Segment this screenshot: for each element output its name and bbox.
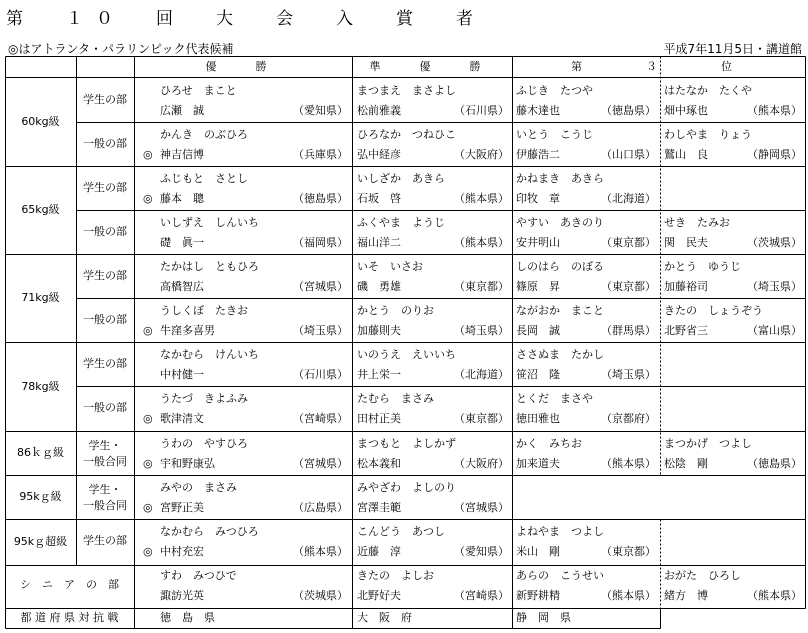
runnerup-name: 松本義和 — [357, 457, 401, 470]
senior-champion-name: 諏訪光英 — [160, 589, 204, 602]
champion-kana: かんき のぶひろ — [160, 128, 248, 141]
third-place-kana: ながおか まこと — [516, 304, 604, 317]
runnerup-name: 弘中経彦 — [357, 148, 401, 161]
division-label: 一般の部 — [83, 225, 127, 238]
third-place-prefecture: （埼玉県） — [747, 280, 802, 293]
runnerup-prefecture: （北海道） — [454, 368, 509, 381]
paralympic-candidate-mark: ◎ — [143, 412, 153, 425]
runnerup-name: 田村正美 — [357, 412, 401, 425]
champion-prefecture: （徳島県） — [293, 192, 348, 205]
runnerup-kana: ふくやま ようじ — [357, 216, 445, 229]
champion-name: 宮野正美 — [160, 501, 204, 514]
senior-division-label: シ ニ ア の 部 — [20, 578, 119, 591]
champion-kana: ふじもと さとし — [160, 172, 248, 185]
header-third: 第 ３ 位 — [571, 60, 746, 73]
prefecture-match-third: 静 岡 県 — [516, 611, 571, 624]
champion-kana: なかむら けんいち — [160, 348, 259, 361]
division-label: 学生の部 — [83, 534, 127, 547]
third-place-name: 笹沼 隆 — [516, 368, 560, 381]
third-place-prefecture: （茨城県） — [747, 236, 802, 249]
third-place-name: 畑中琢也 — [664, 104, 708, 117]
runnerup-prefecture: （熊本県） — [454, 192, 509, 205]
runnerup-kana: いしざか あきら — [357, 172, 445, 185]
third-place-kana: とくだ まさや — [516, 392, 593, 405]
runnerup-name: 石坂 啓 — [357, 192, 401, 205]
runnerup-kana: たむら まさみ — [357, 392, 434, 405]
runnerup-prefecture: （宮城県） — [454, 501, 509, 514]
weight-class-label: 95kｇ超級 — [13, 535, 68, 548]
third-place-name: 篠原 昇 — [516, 280, 560, 293]
prefecture-match-runnerup: 大 阪 府 — [357, 611, 412, 624]
senior-champion-kana: すわ みつひで — [160, 569, 237, 582]
division-label: 一般の部 — [83, 401, 127, 414]
third-place-kana: よねやま つよし — [516, 525, 604, 538]
third-place-kana: しのはら のぼる — [516, 260, 604, 273]
champion-kana: たかはし ともひろ — [160, 260, 259, 273]
champion-prefecture: （熊本県） — [293, 545, 348, 558]
third-place-kana: はたなか たくや — [664, 84, 752, 97]
prefecture-match-champion: 徳 島 県 — [160, 611, 215, 624]
runnerup-name: 加藤則夫 — [357, 324, 401, 337]
third-place-prefecture: （埼玉県） — [601, 368, 656, 381]
third-place-prefecture: （東京都） — [601, 280, 656, 293]
senior-third-place-kana: あらの こうせい — [516, 569, 604, 582]
champion-kana: うたづ きよふみ — [160, 392, 248, 405]
third-place-prefecture: （徳島県） — [601, 104, 656, 117]
paralympic-candidate-mark: ◎ — [143, 148, 153, 161]
third-place-prefecture: （京都府） — [601, 412, 656, 425]
champion-name: 中村健一 — [160, 368, 204, 381]
third-place-kana: やすい あきのり — [516, 216, 604, 229]
champion-name: 歌津清文 — [160, 412, 204, 425]
champion-name: 中村充宏 — [160, 545, 204, 558]
weight-class-label: 65kg級 — [21, 203, 60, 216]
third-place-name: 加来道夫 — [516, 457, 560, 470]
third-place-name: 長岡 誠 — [516, 324, 560, 337]
third-place-kana: きたの しょうぞう — [664, 304, 763, 317]
paralympic-candidate-mark: ◎ — [143, 192, 153, 205]
runnerup-prefecture: （石川県） — [454, 104, 509, 117]
third-place-name: 徳田雅也 — [516, 412, 560, 425]
third-place-kana: わしやま りょう — [664, 128, 752, 141]
champion-kana: ひろせ まこと — [160, 84, 237, 97]
runnerup-name: 近藤 淳 — [357, 545, 401, 558]
prefecture-match-label: 都 道 府 県 対 抗 戦 — [20, 611, 119, 624]
third-place-name: 藤木達也 — [516, 104, 560, 117]
third-place-name: 関 民夫 — [664, 236, 708, 249]
third-place-kana: かく みちお — [516, 437, 582, 450]
runnerup-kana: まつまえ まさよし — [357, 84, 456, 97]
third-place-prefecture: （山口県） — [601, 148, 656, 161]
event-date-venue: 平成7年11月5日・講道館 — [663, 42, 802, 56]
third-place-prefecture: （富山県） — [747, 324, 802, 337]
paralympic-candidate-mark: ◎ — [143, 501, 153, 514]
champion-prefecture: （兵庫県） — [293, 148, 348, 161]
third-place-kana: かねまき あきら — [516, 172, 604, 185]
division-label: 学生の部 — [83, 357, 127, 370]
division-label: 学生・ — [88, 439, 122, 452]
third-place-kana: ふじき たつや — [516, 84, 593, 97]
senior-third-place-kana: おがた ひろし — [664, 569, 741, 582]
third-place-prefecture: （徳島県） — [747, 457, 802, 470]
division-label: 学生の部 — [83, 93, 127, 106]
champion-name: 宇和野康弘 — [160, 457, 215, 470]
senior-third-place-prefecture: （熊本県） — [747, 589, 802, 602]
division-label: 学生・ — [88, 483, 122, 496]
runnerup-prefecture: （東京都） — [454, 412, 509, 425]
paralympic-candidate-mark: ◎ — [143, 324, 153, 337]
champion-kana: うわの やすひろ — [160, 437, 248, 450]
senior-third-place-name: 新野耕精 — [516, 589, 560, 602]
third-place-prefecture: （熊本県） — [747, 104, 802, 117]
champion-prefecture: （石川県） — [293, 368, 348, 381]
champion-name: 牛窪多喜男 — [160, 324, 215, 337]
champion-kana: みやの まさみ — [160, 481, 237, 494]
runnerup-name: 松前雅義 — [357, 104, 401, 117]
third-place-kana: まつかげ つよし — [664, 437, 752, 450]
division-label: 一般合同 — [83, 499, 127, 512]
division-label: 一般合同 — [83, 455, 127, 468]
third-place-kana: ささぬま たかし — [516, 348, 604, 361]
senior-champion-prefecture: （茨城県） — [293, 589, 348, 602]
runnerup-prefecture: （東京都） — [454, 280, 509, 293]
runnerup-prefecture: （埼玉県） — [454, 324, 509, 337]
champion-prefecture: （広島県） — [293, 501, 348, 514]
third-place-name: 松陰 剛 — [664, 457, 708, 470]
runnerup-prefecture: （大阪府） — [454, 148, 509, 161]
paralympic-candidate-mark: ◎ — [143, 457, 153, 470]
runnerup-kana: まつもと よしかず — [357, 437, 456, 450]
third-place-prefecture: （静岡県） — [747, 148, 802, 161]
senior-runnerup-prefecture: （宮崎県） — [454, 589, 509, 602]
runnerup-kana: ひろなか つねひこ — [357, 128, 456, 141]
third-place-name: 安井明山 — [516, 236, 560, 249]
header-runnerup: 準 優 勝 — [369, 60, 495, 73]
third-place-name: 北野省三 — [664, 324, 708, 337]
division-label: 一般の部 — [83, 137, 127, 150]
champion-name: 広瀬 誠 — [160, 104, 204, 117]
third-place-prefecture: （群馬県） — [601, 324, 656, 337]
senior-runnerup-kana: きたの よしお — [357, 569, 434, 582]
third-place-name: 伊藤浩二 — [516, 148, 560, 161]
runnerup-name: 磯 勇雄 — [357, 280, 401, 293]
header-champion: 優 勝 — [205, 60, 281, 73]
paralympic-candidate-mark: ◎ — [143, 545, 153, 558]
champion-prefecture: （宮城県） — [293, 280, 348, 293]
runnerup-kana: こんどう あつし — [357, 525, 445, 538]
senior-third-place-prefecture: （熊本県） — [601, 589, 656, 602]
weight-class-label: 60kg級 — [21, 115, 60, 128]
runnerup-kana: いのうえ えいいち — [357, 348, 456, 361]
third-place-prefecture: （熊本県） — [601, 457, 656, 470]
third-place-name: 印牧 章 — [516, 192, 560, 205]
runnerup-name: 井上栄一 — [357, 368, 401, 381]
weight-class-label: 78kg級 — [21, 379, 60, 393]
third-place-prefecture: （北海道） — [601, 192, 656, 205]
runnerup-prefecture: （熊本県） — [454, 236, 509, 249]
champion-kana: うしくぼ たきお — [160, 304, 248, 317]
third-place-kana: いとう こうじ — [516, 128, 593, 141]
runnerup-kana: いそ いさお — [357, 260, 423, 273]
champion-name: 藤本 聰 — [160, 192, 204, 205]
champion-kana: いしずえ しんいち — [160, 216, 259, 229]
champion-name: 礎 眞一 — [160, 236, 204, 249]
division-label: 一般の部 — [83, 313, 127, 326]
third-place-kana: かとう ゆうじ — [664, 260, 741, 273]
candidate-note: ◎はアトランタ・パラリンピック代表候補 — [8, 42, 234, 56]
champion-prefecture: （埼玉県） — [293, 324, 348, 337]
champion-prefecture: （福岡県） — [293, 236, 348, 249]
champion-name: 高橋智広 — [160, 280, 204, 293]
champion-name: 神吉信博 — [160, 148, 204, 161]
champion-prefecture: （宮城県） — [293, 457, 348, 470]
third-place-name: 米山 剛 — [516, 545, 560, 558]
champion-prefecture: （宮崎県） — [293, 412, 348, 425]
weight-class-label: 95kｇ級 — [19, 490, 62, 503]
runnerup-prefecture: （愛知県） — [454, 545, 509, 558]
runnerup-name: 宮澤圭範 — [357, 501, 401, 514]
senior-third-place-name: 緒方 博 — [664, 589, 708, 602]
champion-prefecture: （愛知県） — [293, 104, 348, 117]
page-title: 第 １０ 回 大 会 入 賞 者 — [6, 9, 486, 29]
champion-kana: なかむら みつひろ — [160, 525, 259, 538]
runnerup-prefecture: （大阪府） — [454, 457, 509, 470]
runnerup-kana: かとう のりお — [357, 304, 434, 317]
weight-class-label: 86ｋｇ級 — [17, 446, 64, 459]
weight-class-label: 71kg級 — [21, 291, 60, 304]
runnerup-kana: みやざわ よしのり — [357, 481, 456, 494]
senior-runnerup-name: 北野好夫 — [357, 589, 401, 602]
third-place-name: 加藤裕司 — [664, 280, 708, 293]
division-label: 学生の部 — [83, 181, 127, 194]
runnerup-name: 福山洋二 — [357, 236, 401, 249]
third-place-prefecture: （東京都） — [601, 545, 656, 558]
third-place-kana: せき たみお — [664, 216, 730, 229]
third-place-name: 鷲山 良 — [664, 148, 708, 161]
third-place-prefecture: （東京都） — [601, 236, 656, 249]
division-label: 学生の部 — [83, 269, 127, 282]
